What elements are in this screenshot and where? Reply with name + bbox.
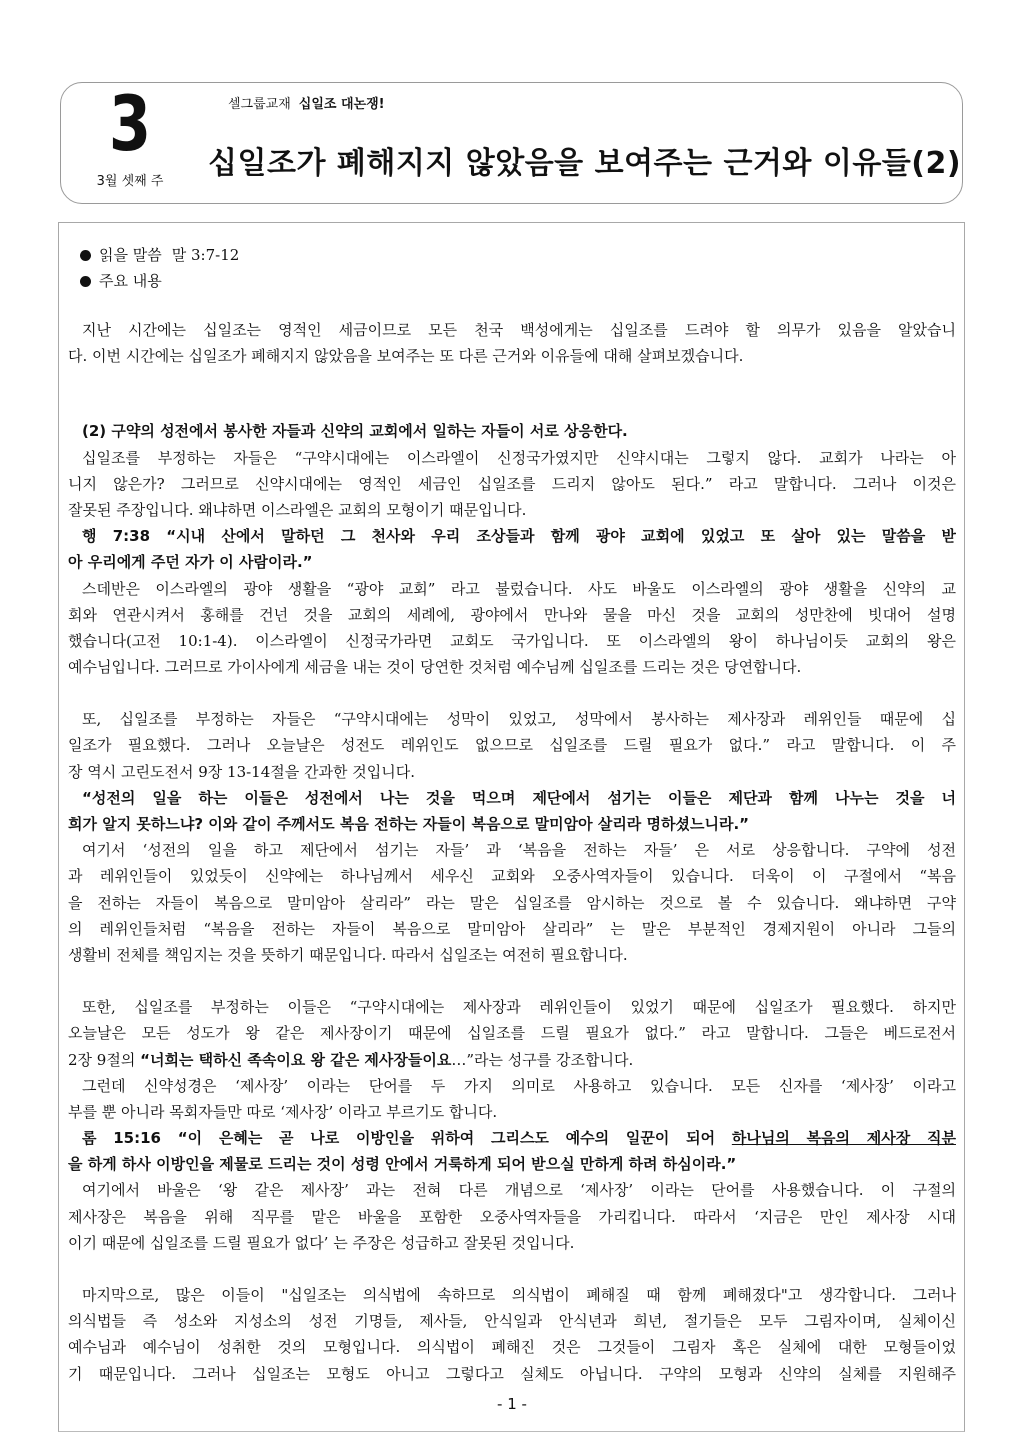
text-line: 예수님입니다. 그러므로 가이사에게 세금을 내는 것이 당연한 것처럼 예수님께 십일조를 드리는 것은 당연합니다.	[68, 658, 802, 677]
text-line: 희가 알지 못하느냐? 이와 같이 주께서도 복음 전하는 자들이 복음으로 말미암아 살리라 명하셨느니라.”	[68, 815, 750, 833]
text-line: 십일조를 부정하는 자들은 “구약시대에는 이스라엘이 신정국가였지만 신약시대는 그렇지 않다. 교회가 나라는 아	[82, 448, 956, 467]
paragraph	[68, 523, 956, 575]
paragraph	[68, 317, 956, 369]
text-line: 또, 십일조를 부정하는 자들은 “구약시대에는 성막이 있었고, 성막에서 봉사하는 제사장과 레위인들 때문에 십	[82, 710, 956, 729]
text-line	[68, 1125, 956, 1151]
main-content-label: 주요 내용	[99, 272, 162, 290]
text-line: 스데반은 이스라엘의 광야 생활을 “광야 교회” 라고 불렀습니다. 사도 바울도 이스라엘의 광야 생활을 신약의 교	[82, 579, 956, 598]
bullet-icon	[80, 250, 91, 261]
paragraph	[68, 785, 956, 837]
text-line: 을 전하는 자들이 복음으로 말미암아 살리라” 라는 말은 십일조를 암시하는 것으로 볼 수 있습니다. 왜냐하면 구약	[68, 893, 956, 912]
underlined-text: 하나님의 복음의 제사장 직분	[731, 1129, 956, 1148]
text-line: 의식법들 즉 성소와 지성소의 성전 기명들, 제사들, 안식일과 안식년과 희년, 절기들은 모두 그림자이며, 실체이신	[68, 1312, 956, 1331]
paragraph	[68, 994, 956, 1073]
lesson-bullets	[80, 242, 239, 294]
text-line: 여기서 ‘성전의 일을 하고 제단에서 섬기는 자들’ 과 ‘복음을 전하는 자들’ 은 서로 상응합니다. 구약에 성전	[82, 841, 956, 860]
text-line: 과 레위인들이 있었듯이 신약에는 하나님께서 세우신 교회와 오중사역자들이 있습니다. 더욱이 이 구절에서 “복음	[68, 867, 956, 886]
series-label	[228, 93, 385, 112]
text-line: 오늘날은 모든 성도가 왕 같은 제사장이기 때문에 십일조를 드릴 필요가 없다.” 라고 말합니다. 그들은 베드로전서	[68, 1024, 956, 1043]
text-line: 행 7:38 “시내 산에서 말하던 그 천사와 우리 조상들과 함께 광야 교회에 있었고 또 살아 있는 말씀을 받	[82, 527, 956, 546]
paragraph	[68, 445, 956, 524]
text-line: 회와 연관시켜서 홍해를 건넌 것을 교회의 세례에, 광야에서 만나와 물을 마신 것을 교회의 성만찬에 빗대어 설명	[68, 605, 956, 624]
text-line: 이기 때문에 십일조를 드릴 필요가 없다’ 는 주장은 성급하고 잘못된 것입니다.	[68, 1233, 575, 1252]
text-line: 아 우리에게 주던 자가 이 사람이라.”	[68, 553, 313, 572]
text-line: 다. 이번 시간에는 십일조가 폐해지지 않았음을 보여주는 또 다른 근거와 이유들에 대해 살펴보겠습니다.	[68, 347, 744, 366]
text-line: 그런데 신약성경은 ‘제사장’ 이라는 단어를 두 가지 의미로 사용하고 있습니다. 모든 신자를 ‘제사장’ 이라고	[82, 1076, 956, 1095]
text-line: 지난 시간에는 십일조는 영적인 세금이므로 모든 천국 백성에게는 십일조를 드려야 할 의무가 있음을 알았습니	[82, 321, 956, 339]
text-segment: 롬 15:16 “이 은혜는 곧 나로 이방인을 위하여 그리스도 예수의 일꾼이 되어	[82, 1129, 732, 1148]
paragraph	[68, 1125, 956, 1177]
text-line: 부를 뿐 아니라 목회자들만 따로 ‘제사장’ 이라고 부르기도 합니다.	[68, 1102, 498, 1121]
paragraph	[68, 837, 956, 968]
text-line: 기 때문입니다. 그러나 십일조는 모형도 아니고 그렇다고 실체도 아닙니다. 구약의 모형과 신약의 실체를 지원해주	[68, 1364, 956, 1383]
text-line: 생활비 전체를 책임지는 것을 뜻하기 때문입니다. 따라서 십일조는 여전히 필요합니다.	[68, 945, 628, 964]
paragraph	[68, 706, 956, 785]
text-line: 제사장은 복음을 위해 직무를 맡은 바울을 포함한 오중사역자들을 가리킵니다. 따라서 ‘지금은 만인 제사장 시대	[68, 1207, 956, 1226]
reading-label: 읽을 말씀	[99, 246, 162, 264]
lesson-week: 3월 셋째 주	[96, 174, 164, 189]
paragraph	[68, 1282, 956, 1387]
text-line: 일조가 필요했다. 그러나 오늘날은 성전도 레위인도 없으므로 십일조를 드릴 필요가 없다.” 라고 말합니다. 이 주	[68, 736, 956, 755]
text-line: 장 역시 고린도전서 9장 13-14절을 간과한 것입니다.	[68, 762, 415, 781]
text-line: 예수님과 예수님이 성취한 것의 모형입니다. 의식법이 폐해진 것은 그것들이 그림자 혹은 실체에 대한 모형들이었	[68, 1338, 956, 1357]
paragraph	[68, 418, 956, 444]
page-title: 십일조가 폐해지지 않았음을 보여주는 근거와 이유들(2)	[208, 146, 962, 181]
paragraph	[68, 1177, 956, 1256]
text-line: (2) 구약의 성전에서 봉사한 자들과 신약의 교회에서 일하는 자들이 서로 상응한다.	[82, 422, 628, 441]
text-line: 했습니다(고전 10:1-4). 이스라엘이 신정국가라면 교회도 국가입니다. 또 이스라엘의 왕이 하나님이듯 교회의 왕은	[68, 631, 956, 650]
text-line: “성전의 일을 하는 이들은 성전에서 나는 것을 먹으며 제단에서 섬기는 이들은 제단과 함께 나누는 것을 너	[82, 788, 956, 807]
reading-reference: 말 3:7-12	[171, 246, 240, 264]
bullet-icon	[80, 276, 91, 287]
document-body	[68, 317, 956, 1387]
page-number: - 1 -	[497, 1395, 527, 1413]
text-line: 또한, 십일조를 부정하는 이들은 “구약시대에는 제사장과 레위인들이 있었기 때문에 십일조가 필요했다. 하지만	[82, 998, 956, 1017]
paragraph	[68, 576, 956, 681]
text-line: 여기에서 바울은 ‘왕 같은 제사장’ 과는 전혀 다른 개념으로 ‘제사장’ 이라는 단어를 사용했습니다. 이 구절의	[82, 1181, 956, 1200]
text-segment: 2장 9절의	[68, 1050, 141, 1069]
text-line	[68, 1047, 956, 1073]
bold-text: “너희는 택하신 족속이요 왕 같은 제사장들이요	[140, 1050, 452, 1069]
lesson-number: 3	[108, 79, 152, 168]
paragraph	[68, 1073, 956, 1125]
text-line: 마지막으로, 많은 이들이 "십일조는 의식법에 속하므로 의식법이 폐해질 때 함께 폐해졌다"고 생각합니다. 그러나	[82, 1286, 956, 1304]
text-line: 의 레위인들처럼 “복음을 전하는 자들이 복음으로 말미암아 살리라” 는 말은 부분적인 경제지원이 아니라 그들의	[68, 919, 956, 938]
main-content-item	[80, 268, 239, 294]
text-line: 을 하게 하사 이방인을 제물로 드리는 것이 성령 안에서 거룩하게 되어 받으실 만하게 하려 하심이라.”	[68, 1155, 737, 1174]
text-segment: …”라는 성구를 강조합니다.	[451, 1050, 634, 1069]
text-line: 잘못된 주장입니다. 왜냐하면 이스라엘은 교회의 모형이기 때문입니다.	[68, 500, 527, 519]
series-name: 십일조 대논쟁!	[298, 97, 385, 112]
series-label-text: 셀그룹교재	[228, 97, 291, 112]
reading-item	[80, 242, 239, 268]
text-line: 니지 않은가? 그러므로 신약시대에는 영적인 세금인 십일조를 드리지 않아도 된다.” 라고 말합니다. 그러나 이것은	[68, 474, 956, 493]
